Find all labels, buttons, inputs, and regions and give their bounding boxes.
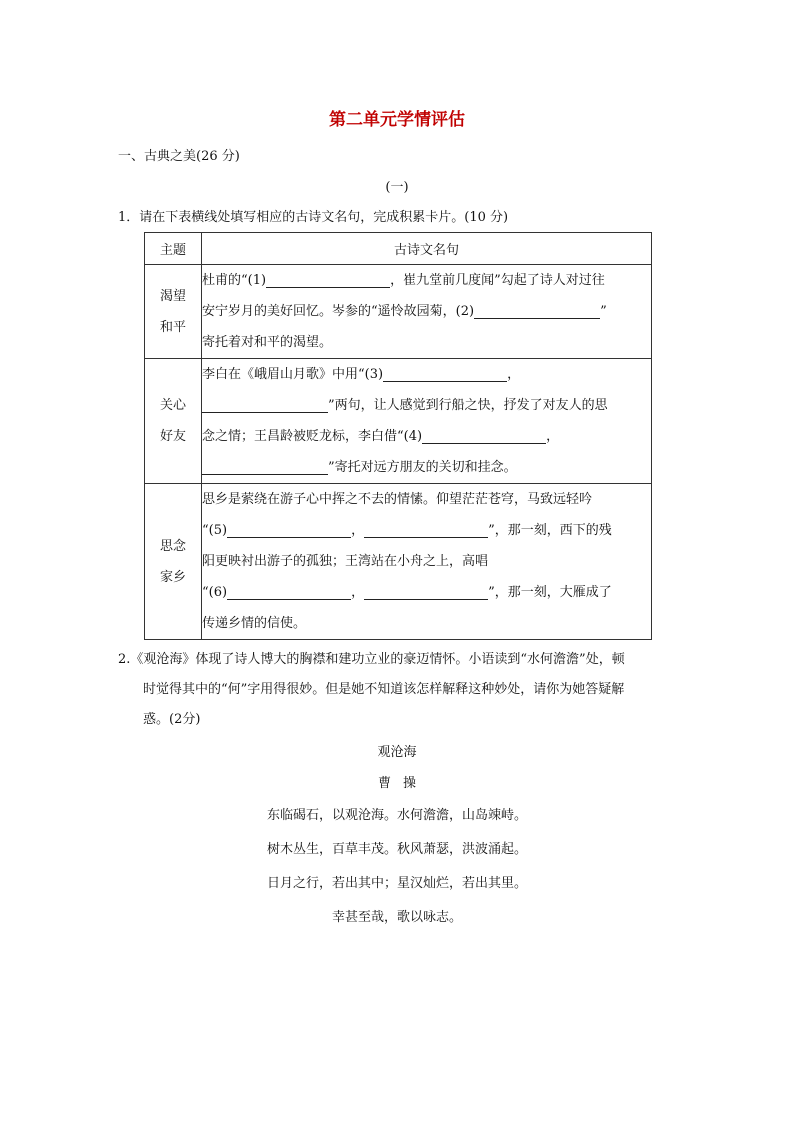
cell-text: 安宁岁月的美好回忆。岑参的“遥怜故园菊，(2) — [202, 304, 475, 319]
subsection-heading: (一) — [385, 180, 409, 195]
lines-cell — [202, 265, 652, 359]
theme-label: 思念 — [159, 538, 186, 554]
header-theme: 主题 — [145, 233, 202, 265]
blank-5b[interactable] — [364, 519, 488, 538]
cell-text: 阳更映衬出游子的孤独；王湾站在小舟之上，高唱 — [202, 554, 489, 569]
cell-text: ， — [351, 523, 365, 538]
cell-text: “(6) — [202, 585, 228, 600]
cell-text: ”两句，让人感觉到行船之快，抒发了对友人的思 — [328, 398, 608, 413]
cell-text: “(5) — [202, 523, 228, 538]
question-1-prompt: 1．请在下表横线处填写相应的古诗文名句，完成积累卡片。(10 分) — [118, 210, 509, 225]
cell-text: ” — [600, 304, 607, 319]
poem-title: 观沧海 — [377, 745, 417, 760]
cell-text: ”，那一刻，大雁成了 — [488, 585, 612, 600]
theme-cell — [145, 484, 202, 640]
lines-cell — [202, 359, 652, 484]
table-row — [145, 484, 652, 640]
blank-6a[interactable] — [227, 581, 351, 600]
blank-4b[interactable] — [202, 456, 328, 475]
theme-label: 好友 — [159, 429, 186, 444]
theme-cell — [145, 359, 202, 484]
cell-text: 寄托着对和平的渴望。 — [202, 335, 333, 350]
poem — [0, 738, 794, 935]
cell-text: 传递乡情的信使。 — [202, 616, 307, 631]
cell-text: 思乡是萦绕在游子心中挥之不去的情愫。仰望茫茫苍穹，马致远轻吟 — [202, 492, 593, 507]
question-2 — [118, 645, 678, 735]
poem-line: 日月之行，若出其中；星汉灿烂，若出其里。 — [266, 876, 527, 891]
blank-3b[interactable] — [202, 394, 328, 413]
table-row — [145, 265, 652, 359]
blank-5a[interactable] — [227, 519, 351, 538]
cell-text: ， — [546, 429, 560, 444]
header-lines: 古诗文名句 — [202, 233, 652, 265]
blank-4a[interactable] — [422, 425, 546, 444]
cell-text: ，崔九堂前几度闻”勾起了诗人对过往 — [390, 273, 605, 288]
anthology-table — [144, 232, 652, 640]
section-heading: 一、古典之美(26 分) — [118, 149, 240, 164]
question-2-line: 2.《观沧海》体现了诗人博大的胸襟和建功立业的豪迈情怀。小语读到“水何澹澹”处，顿 — [118, 652, 625, 667]
lines-cell — [202, 484, 652, 640]
poem-line: 幸甚至哉，歌以咏志。 — [331, 910, 462, 925]
question-2-line: 时觉得其中的“何”字用得很妙。但是她不知道该怎样解释这种妙处，请你为她答疑解 — [143, 682, 625, 697]
blank-6b[interactable] — [364, 581, 488, 600]
cell-text: 杜甫的“(1) — [202, 273, 267, 288]
poem-author: 曹操 — [377, 776, 428, 791]
blank-2[interactable] — [474, 300, 600, 319]
theme-label: 家乡 — [159, 569, 186, 585]
table-row — [145, 359, 652, 484]
theme-label: 和平 — [159, 319, 186, 335]
theme-cell — [145, 265, 202, 359]
cell-text: ， — [507, 367, 521, 382]
question-2-line: 惑。(2分) — [143, 712, 201, 727]
cell-text: ”寄托对远方朋友的关切和挂念。 — [328, 460, 517, 475]
blank-3a[interactable] — [383, 363, 507, 382]
blank-1[interactable] — [266, 269, 390, 288]
cell-text: 念之情；王昌龄被贬龙标，李白借“(4) — [202, 429, 423, 444]
cell-text: 李白在《峨眉山月歌》中用“(3) — [202, 367, 384, 382]
page-title: 第二单元学情评估 — [329, 110, 465, 130]
theme-label: 关心 — [159, 398, 186, 413]
cell-text: ”，那一刻，西下的残 — [488, 523, 612, 538]
theme-label: 渴望 — [159, 288, 186, 304]
table-header-row — [145, 233, 652, 265]
poem-line: 东临碣石，以观沧海。水何澹澹，山岛竦峙。 — [266, 808, 527, 823]
cell-text: ， — [351, 585, 365, 600]
poem-line: 树木丛生，百草丰茂。秋风萧瑟，洪波涌起。 — [266, 842, 527, 857]
